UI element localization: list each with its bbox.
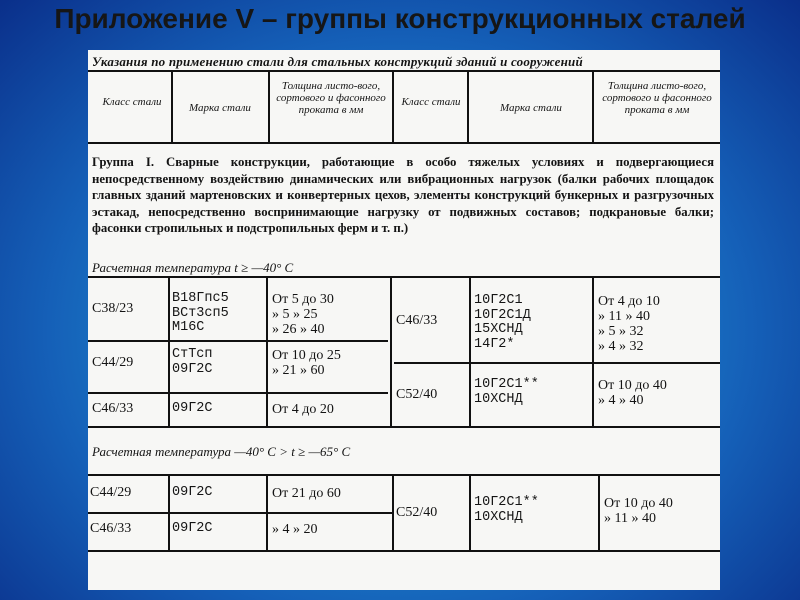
header-class: Класс стали bbox=[401, 96, 461, 108]
header-bottom-rule bbox=[88, 142, 720, 144]
column-divider bbox=[168, 474, 170, 552]
header-grade: Марка стали bbox=[189, 102, 251, 114]
steel-class: С52/40 bbox=[396, 505, 438, 520]
steel-grades: СтТсп 09Г2С bbox=[172, 347, 213, 377]
steel-grades: 09Г2С bbox=[172, 485, 213, 500]
steel-grades: 10Г2С1** 10ХСНД bbox=[474, 495, 539, 525]
thickness-range: От 4 до 20 bbox=[272, 402, 334, 417]
column-divider bbox=[392, 474, 394, 552]
steel-class: С46/33 bbox=[396, 313, 438, 328]
steel-grades: 09Г2С bbox=[172, 401, 213, 416]
thickness-range: » 4 » 20 bbox=[272, 522, 318, 537]
header-thickness: Толщина листо-вого, сортового и фасонного проката в мм bbox=[276, 80, 386, 116]
column-divider bbox=[168, 276, 170, 428]
slide-title: Приложение V – группы конструкционных сталей bbox=[54, 3, 746, 34]
section-rule bbox=[88, 426, 720, 428]
steel-grades: 10Г2С1** 10ХСНД bbox=[474, 377, 539, 407]
steel-class: С46/33 bbox=[90, 521, 132, 536]
header-thickness: Толщина листо-вого, сортового и фасонного проката в мм bbox=[602, 80, 712, 116]
steel-class: С46/33 bbox=[92, 401, 134, 416]
steel-class: С44/29 bbox=[90, 485, 132, 500]
steel-class: С44/29 bbox=[92, 355, 134, 370]
group-description: Группа I. Сварные конструкции, работающие в особо тяжелых условиях и подвергающиеся непосредственному воздействию динамических или вибрационных нагрузок (балки рабочих площадок главных зданий мартеновских и конвертерных цехов, элементы конструкций бункерных и разгрузочных эстакад, непосредственно воспринимающие нагрузку от подвижных составов; подкрановые балки; фасонки стропильных и подстропильных ферм и т. п.) bbox=[92, 155, 714, 235]
column-divider bbox=[592, 276, 594, 428]
steel-class: С52/40 bbox=[396, 387, 438, 402]
header-class: Класс стали bbox=[102, 96, 162, 108]
row-rule bbox=[88, 392, 388, 394]
steel-class: С38/23 bbox=[92, 301, 134, 316]
temperature-label: Расчетная температура —40° C > t ≥ —65° C bbox=[92, 444, 351, 459]
steel-grades: 10Г2С1 10Г2С1Д 15ХСНД 14Г2* bbox=[474, 293, 531, 352]
steel-grades: 09Г2С bbox=[172, 521, 213, 536]
thickness-range: От 10 до 25 » 21 » 60 bbox=[272, 348, 341, 378]
column-divider bbox=[598, 474, 600, 552]
header-top-rule bbox=[88, 70, 720, 72]
header-grade: Марка стали bbox=[500, 102, 562, 114]
section-rule bbox=[88, 276, 720, 278]
thickness-range: От 10 до 40 » 11 » 40 bbox=[604, 496, 673, 526]
row-rule bbox=[88, 340, 388, 342]
thickness-range: От 4 до 10 » 11 » 40 » 5 » 32 » 4 » 32 bbox=[598, 294, 660, 354]
thickness-range: От 10 до 40 » 4 » 40 bbox=[598, 378, 667, 408]
temperature-label: Расчетная температура t ≥ —40° C bbox=[92, 260, 294, 275]
table-caption: Указания по применению стали для стальных конструкций зданий и сооружений bbox=[92, 54, 583, 69]
header-divider bbox=[268, 70, 270, 144]
column-divider bbox=[469, 276, 471, 428]
header-divider bbox=[392, 70, 394, 144]
row-rule bbox=[88, 512, 392, 514]
column-divider bbox=[266, 276, 268, 428]
thickness-range: От 5 до 30 » 5 » 25 » 26 » 40 bbox=[272, 292, 334, 337]
steel-grades: В18Гпс5 ВСт3сп5 М16С bbox=[172, 291, 229, 335]
header-divider bbox=[592, 70, 594, 144]
thickness-range: От 21 до 60 bbox=[272, 486, 341, 501]
column-divider bbox=[390, 276, 392, 428]
header-divider bbox=[467, 70, 469, 144]
document-scan bbox=[88, 50, 720, 590]
column-divider bbox=[266, 474, 268, 552]
section-rule bbox=[88, 550, 720, 552]
column-divider bbox=[469, 474, 471, 552]
row-rule bbox=[394, 362, 720, 364]
section-rule bbox=[88, 474, 720, 476]
header-divider bbox=[171, 70, 173, 144]
